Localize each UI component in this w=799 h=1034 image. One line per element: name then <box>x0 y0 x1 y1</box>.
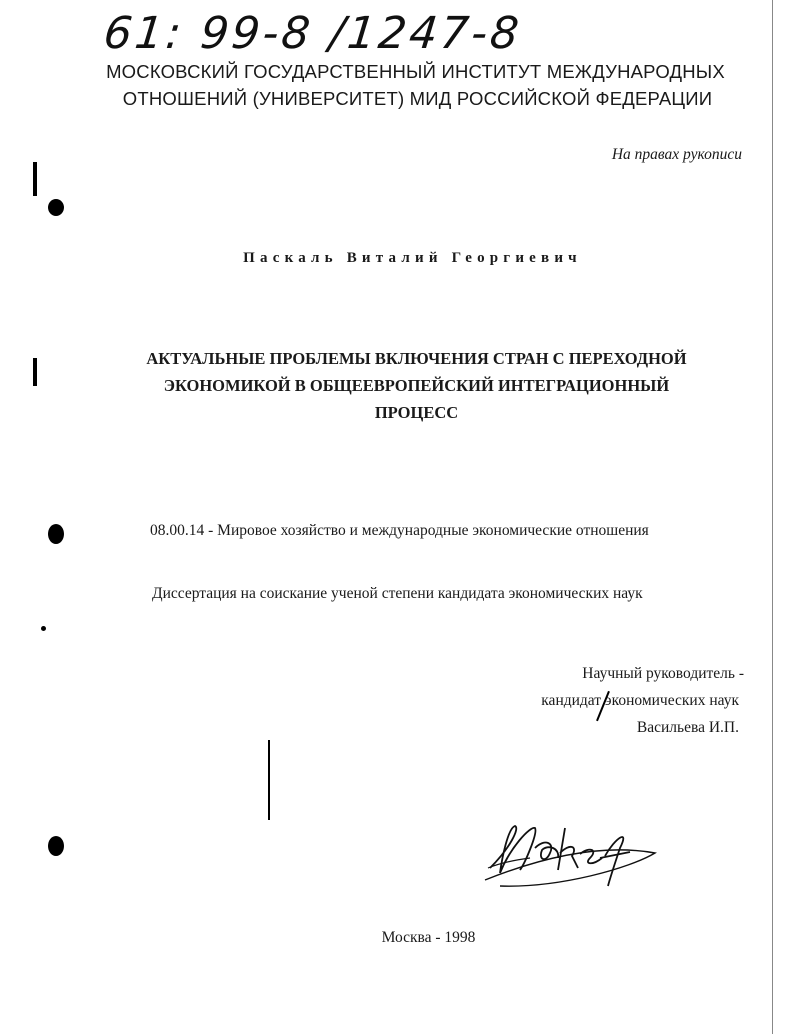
place-year: Москва - 1998 <box>381 929 476 946</box>
institution-line-2: ОТНОШЕНИЙ (УНИВЕРСИТЕТ) МИД РОССИЙСКОЙ ФЕДЕРАЦИИ <box>122 88 713 109</box>
signature <box>480 808 660 893</box>
supervisor-name: Васильева И.П. <box>636 719 739 736</box>
author-name: Паскаль Виталий Георгиевич <box>243 250 582 266</box>
archive-number: 61: 99-8 /1247-8 <box>101 8 525 59</box>
title-line-1: АКТУАЛЬНЫЕ ПРОБЛЕМЫ ВКЛЮЧЕНИЯ СТРАН С ПЕРЕХОДНОЙ <box>146 349 687 368</box>
specialty-code: 08.00.14 - Мировое хозяйство и международные экономические отношения <box>150 522 649 539</box>
institution-line-1: МОСКОВСКИЙ ГОСУДАРСТВЕННЫЙ ИНСТИТУТ МЕЖДУНАРОДНЫХ <box>106 61 725 82</box>
rights-note: На правах рукописи <box>611 146 742 163</box>
title-line-2: ЭКОНОМИКОЙ В ОБЩЕЕВРОПЕЙСКИЙ ИНТЕГРАЦИОННЫЙ <box>163 376 670 395</box>
supervisor-label: Научный руководитель - <box>582 665 744 682</box>
title-line-3: ПРОЦЕСС <box>374 403 459 422</box>
dissertation-note: Диссертация на соискание ученой степени кандидата экономических наук <box>152 585 643 602</box>
binder-mark <box>33 162 37 196</box>
binder-hole <box>48 524 64 544</box>
page-edge-line <box>772 0 773 1034</box>
supervisor-degree: кандидат экономических наук <box>541 692 739 709</box>
binder-hole <box>48 199 64 216</box>
margin-speck <box>41 626 46 631</box>
binder-hole <box>48 836 64 856</box>
stray-line <box>268 740 270 820</box>
